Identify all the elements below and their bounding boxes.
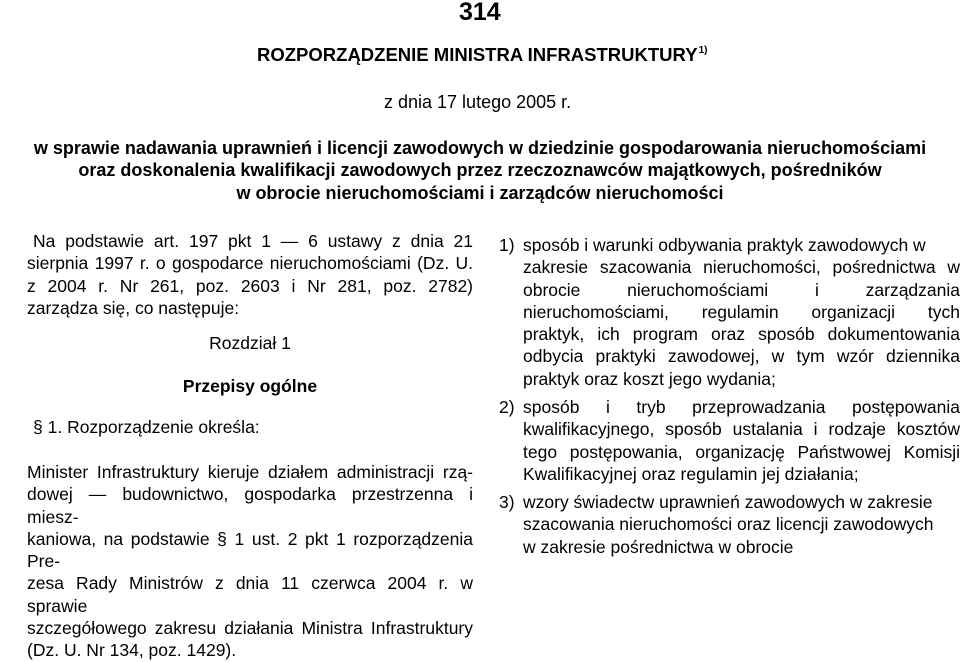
item-3 <box>499 491 960 558</box>
item-line: zakresie szacowania nieruchomości, pośrednictwa w <box>523 257 960 278</box>
footnote-line: kaniowa, na podstawie § 1 ust. 2 pkt 1 rozporządzenia Pre- <box>27 528 473 572</box>
item-number: 3) <box>499 492 515 512</box>
preamble-line: Na podstawie art. 197 pkt 1 — 6 ustawy z dnia 21 <box>33 231 473 251</box>
regulation-subject <box>0 137 960 204</box>
item-line: praktyk oraz koszt jego wydania; <box>523 368 776 389</box>
title-text: ROZPORZĄDZENIE MINISTRA INFRASTRUKTURY <box>257 44 698 65</box>
item-line: praktyk, ich program oraz sposób dokumentowania <box>523 324 960 345</box>
item-number: 1) <box>499 235 515 255</box>
preamble-line: z 2004 r. Nr 261, poz. 2603 i Nr 281, poz. 2782) <box>27 275 473 296</box>
item-line: obrocie nieruchomościami i zarządzania <box>523 279 960 300</box>
item-line: sposób i warunki odbywania praktyk zawodowych w <box>523 235 926 255</box>
page-number: 314 <box>459 0 501 26</box>
item-line: kwalifikacyjnego, sposób ustalania i rodzaje kosztów <box>523 419 960 440</box>
preamble-line: zarządza się, co następuje: <box>27 297 240 318</box>
chapter-heading: Rozdział 1 <box>209 333 291 353</box>
footnote <box>27 461 473 662</box>
chapter-title: Przepisy ogólne <box>182 376 318 396</box>
section-text: 1. Rozporządzenie określa: <box>47 417 260 437</box>
item-line: Kwalifikacyjnej oraz regulamin jej działania; <box>523 463 859 484</box>
item-line: wzory świadectw uprawnień zawodowych w zakresie <box>523 492 933 512</box>
section-paragraph <box>33 416 260 438</box>
regulation-date: z dnia 17 lutego 2005 r. <box>384 92 572 112</box>
subject-line: oraz doskonalenia kwalifikacji zawodowych przez rzeczoznawców majątkowych, pośredników <box>78 160 882 181</box>
subject-line: w sprawie nadawania uprawnień i licencji zawodowych w dziedzinie gospodarowania nieruchomościami <box>33 138 927 158</box>
item-number: 2) <box>499 397 515 417</box>
footnote-line: szczegółowego zakresu działania Ministra Infrastruktury <box>27 618 473 639</box>
subject-line: w obrocie nieruchomościami i zarządców nieruchomości <box>236 182 724 203</box>
footnote-line: (Dz. U. Nr 134, poz. 1429). <box>27 640 237 661</box>
section-sign: § <box>33 417 43 437</box>
item-line: sposób i tryb przeprowadzania postępowania <box>523 397 960 417</box>
item-line: szacowania nieruchomości oraz licencji zawodowych <box>523 514 934 535</box>
item-line: nieruchomościami, regulamin organizacji tych <box>523 301 960 322</box>
item-2 <box>499 396 960 485</box>
footnote-line: Minister Infrastruktury kieruje działem administracji rzą- <box>27 462 473 482</box>
footnote-line: dowej — budownictwo, gospodarka przestrzenna i miesz- <box>27 484 473 527</box>
preamble-line: sierpnia 1997 r. o gospodarce nieruchomościami (Dz. U. <box>27 253 473 274</box>
item-line: odbycia praktyki zawodowej, w tym wzór dziennika <box>523 346 960 367</box>
preamble <box>27 230 473 319</box>
item-line: w zakresie pośrednictwa w obrocie <box>523 536 794 557</box>
footnote-line: zesa Rady Ministrów z dnia 11 czerwca 2004 r. w sprawie <box>27 573 473 616</box>
item-1 <box>499 234 960 390</box>
title-footnote-marker: 1) <box>698 45 708 56</box>
regulation-title <box>257 44 707 66</box>
item-line: tego postępowania, organizację Państwowej Komisji <box>523 441 960 462</box>
